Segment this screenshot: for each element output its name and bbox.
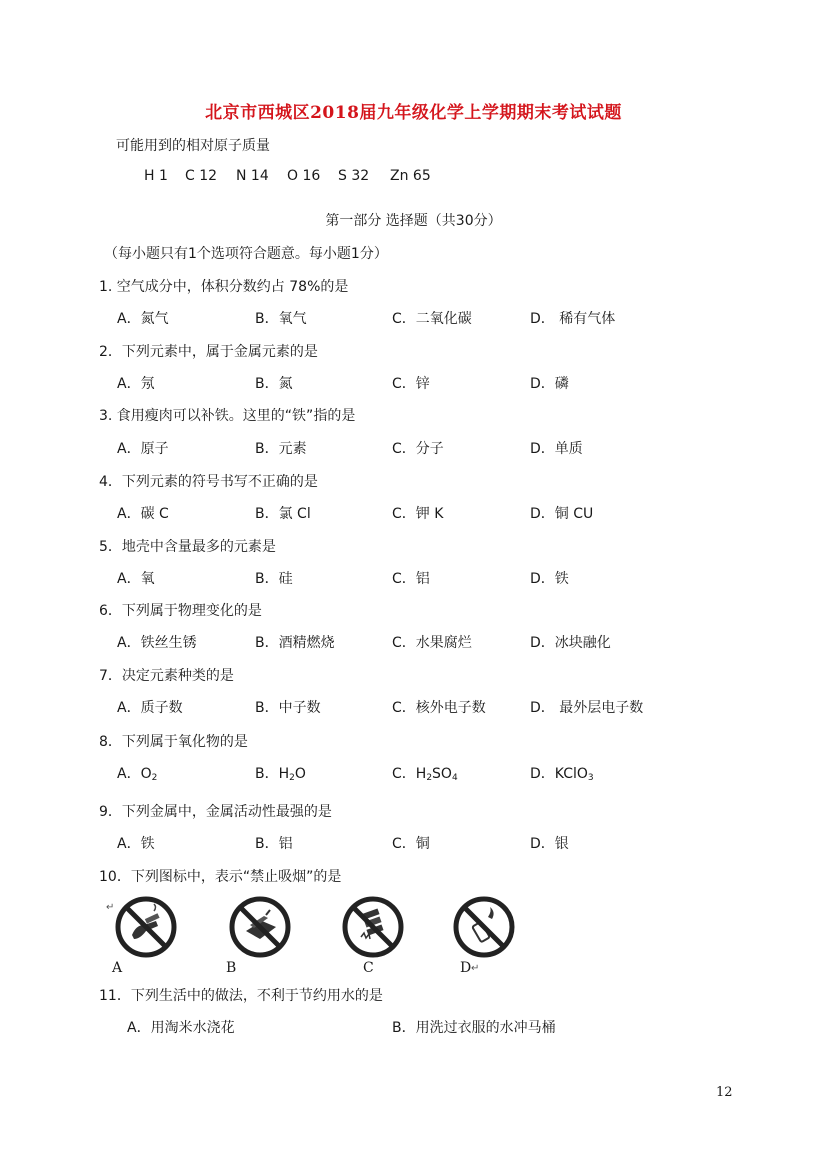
question-8-option-d: D．KClO$_3$: [530, 766, 594, 783]
question-3-stem: 3. 食用瘦肉可以补铁。这里的“铁”指的是: [99, 408, 356, 424]
question-11-option-b: B．用洗过衣服的水冲马桶: [392, 1020, 556, 1036]
question-6-option-d: D．冰块融化: [530, 635, 611, 651]
page-number: 12: [716, 1085, 733, 1100]
question-1-option-b: B．氧气: [255, 311, 307, 327]
paragraph-mark-icon: ↵: [106, 902, 115, 913]
no-fireworks-sign-icon: [228, 895, 292, 959]
question-2-option-c: C．锌: [392, 376, 430, 392]
question-3-option-c: C．分子: [392, 441, 444, 457]
question-2-option-a: A．氖: [117, 376, 155, 392]
sign-label-a: A: [112, 960, 123, 976]
question-6-stem: 6．下列属于物理变化的是: [99, 603, 262, 619]
no-open-flame-sign-icon: [452, 895, 516, 959]
question-8-option-c: C．$H_2SO_4$: [392, 766, 458, 783]
atomic-mass-zn: Zn 65: [390, 168, 431, 184]
question-4-stem: 4．下列元素的符号书写不正确的是: [99, 474, 318, 490]
atomic-mass-s: S 32: [338, 168, 370, 184]
atomic-mass-n: N 14: [236, 168, 269, 184]
question-6-option-a: A．铁丝生锈: [117, 635, 197, 651]
question-9-option-d: D．银: [530, 836, 569, 852]
question-9-stem: 9．下列金属中，金属活动性最强的是: [99, 804, 332, 820]
part-heading: 第一部分 选择题（共30分）: [325, 213, 502, 229]
question-1-option-a: A．氮气: [117, 311, 169, 327]
sign-label-d: D: [460, 960, 472, 976]
question-7-option-b: B．中子数: [255, 700, 321, 716]
question-9-option-a: A．铁: [117, 836, 155, 852]
question-7-option-d: D． 最外层电子数: [530, 700, 644, 716]
question-1-option-c: C．二氧化碳: [392, 311, 472, 327]
question-7-option-c: C．核外电子数: [392, 700, 486, 716]
question-11-stem: 11．下列生活中的做法，不利于节约用水的是: [99, 988, 383, 1004]
no-firecrackers-sign-icon: [341, 895, 405, 959]
question-5-option-b: B．硅: [255, 571, 293, 587]
sign-label-b: B: [226, 960, 237, 976]
question-8-stem: 8．下列属于氧化物的是: [99, 734, 248, 750]
part-note: （每小题只有1个选项符合题意。每小题1分）: [104, 246, 388, 262]
page-title: 北京市西城区2018届九年级化学上学期期末考试试题: [205, 103, 622, 123]
question-5-option-a: A．氧: [117, 571, 155, 587]
question-2-stem: 2．下列元素中，属于金属元素的是: [99, 344, 318, 360]
question-4-option-b: B．氯 Cl: [255, 506, 311, 522]
question-2-option-d: D．磷: [530, 376, 569, 392]
no-smoking-sign-icon: [114, 895, 178, 959]
question-2-option-b: B．氮: [255, 376, 293, 392]
question-5-option-c: C．铝: [392, 571, 430, 587]
question-7-option-a: A．质子数: [117, 700, 183, 716]
question-9-option-c: C．铜: [392, 836, 430, 852]
atomic-mass-c: C 12: [185, 168, 218, 184]
question-10-stem: 10．下列图标中，表示“禁止吸烟”的是: [99, 869, 342, 885]
atomic-mass-o: O 16: [287, 168, 321, 184]
question-5-option-d: D．铁: [530, 571, 569, 587]
question-1-stem: 1. 空气成分中，体积分数约占 78%的是: [99, 279, 349, 295]
atomic-mass-heading: 可能用到的相对原子质量: [116, 138, 270, 154]
question-1-option-d: D． 稀有气体: [530, 311, 616, 327]
question-6-option-b: B．酒精燃烧: [255, 635, 335, 651]
atomic-mass-h: H 1: [144, 168, 168, 184]
question-11-option-a: A．用淘米水浇花: [127, 1020, 235, 1036]
question-6-option-c: C．水果腐烂: [392, 635, 472, 651]
question-4-option-a: A．碳 C: [117, 506, 169, 522]
question-3-option-a: A．原子: [117, 441, 169, 457]
question-5-stem: 5．地壳中含量最多的元素是: [99, 539, 276, 555]
question-3-option-b: B．元素: [255, 441, 307, 457]
question-8-option-b: B．$H_2O$: [255, 766, 306, 783]
question-8-option-a: A．$O_2$: [117, 766, 158, 783]
question-7-stem: 7．决定元素种类的是: [99, 668, 234, 684]
question-3-option-d: D．单质: [530, 441, 583, 457]
paragraph-mark-icon-d: ↵: [471, 963, 480, 974]
question-9-option-b: B．铝: [255, 836, 293, 852]
question-4-option-d: D．铜 CU: [530, 506, 594, 522]
question-4-option-c: C．钾 K: [392, 506, 444, 522]
sign-label-c: C: [363, 960, 374, 976]
